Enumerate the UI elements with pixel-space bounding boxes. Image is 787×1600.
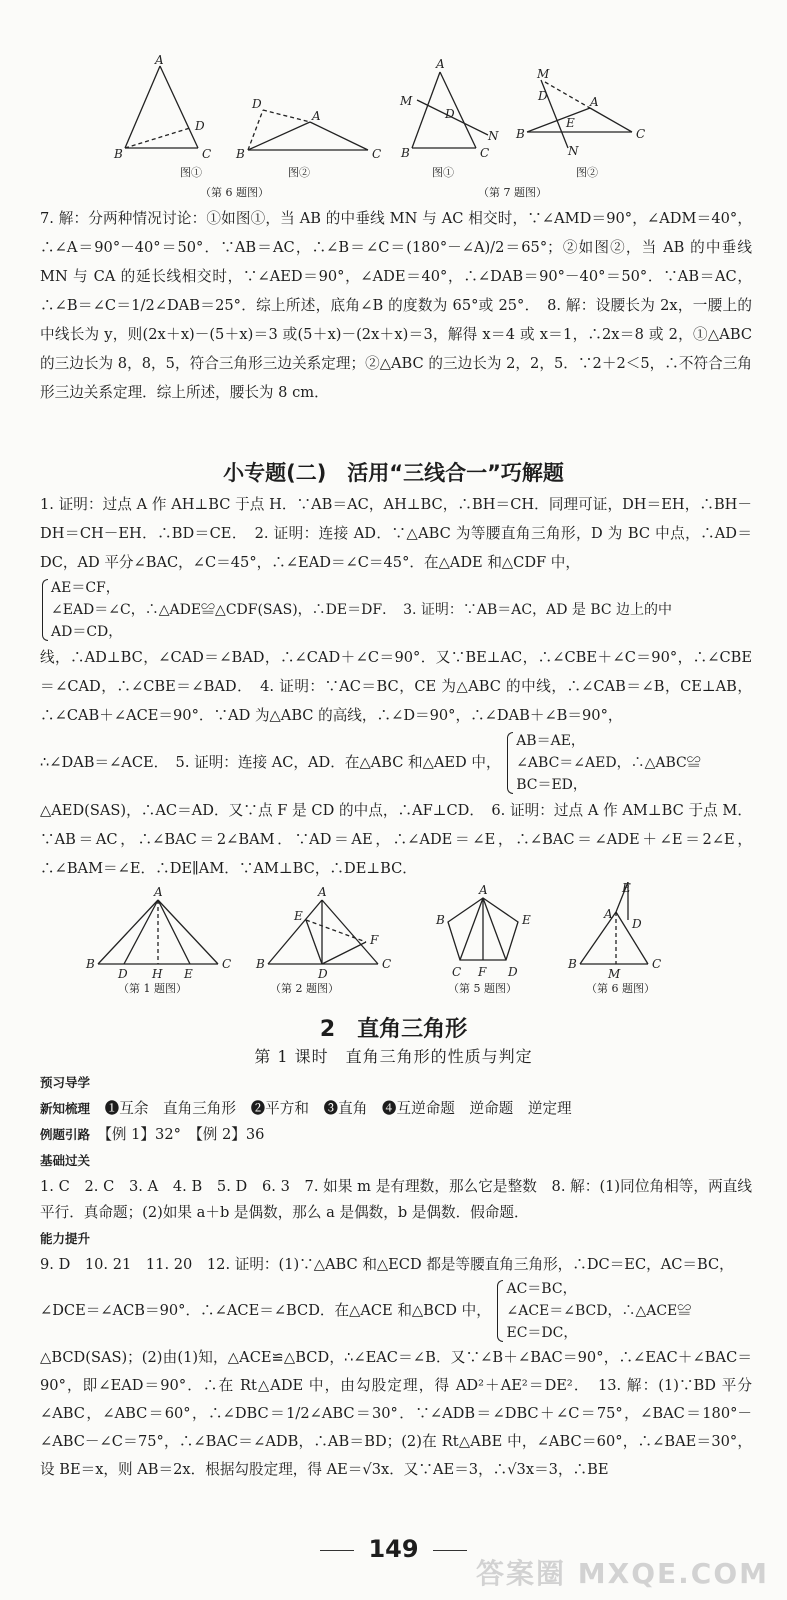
svg-text:M: M: [537, 67, 550, 81]
svg-text:D: D: [118, 967, 128, 981]
svg-text:A: A: [604, 907, 613, 921]
brace-line: AD＝CD，: [51, 624, 123, 640]
lesson-title: 第 1 课时 直角三角形的性质与判定: [254, 1047, 533, 1066]
svg-text:D: D: [508, 965, 518, 979]
example-label: 例题引路: [40, 1127, 91, 1142]
svg-text:B: B: [256, 957, 265, 971]
svg-text:D: D: [632, 917, 642, 931]
brace-line: ∠EAD＝∠C，∴△ADE≌△CDF(SAS)，∴DE＝DF． 3. 证明：∵AB＝AC，AD 是 BC 边上的中: [51, 602, 673, 618]
ability-answers-2: [40, 1278, 752, 1344]
watermark: 答案圈 MXQE.COM: [476, 1557, 769, 1590]
svg-text:A: A: [155, 53, 164, 67]
preview-heading: 预习导学: [40, 1075, 91, 1090]
svg-text:H: H: [152, 967, 163, 981]
brace-line: BC＝ED，: [516, 777, 587, 793]
answer-5-lead: ∴∠DAB＝∠ACE． 5. 证明：连接 AC，AD．在△ABC 和△AED 中，: [40, 754, 501, 771]
fig7-caption: （第 7 题图）: [478, 186, 547, 199]
ability-answers-3: △BCD(SAS)；(2)由(1)知，△ACE≌△BCD，∴∠EAC＝∠B．又∵∠B＋∠BAC＝90°，∴∠EAC＋∠BAC＝90°，即∠EAD＝90°．∴在 Rt△ADE 中，由勾股定理，得 AD²＋AE²＝DE²． 13. 解：(1)∵BD 平分∠ABC，∠ABC＝60°，∴∠DBC＝1/2∠ABC＝30°．∵∠ADB＝∠DBC＋∠C＝75°，∠BAC＝180°－∠ABC－∠C＝75°，∴∠BAC＝∠ADB，∴AB＝BD；(2)在 Rt△ABE 中，∠ABC＝60°，∴∠BAE＝30°，设 BE＝x，则 AB＝2x．根据勾股定理，得 AE＝√3x．又∵AE＝3，∴√3x＝3，∴BE: [40, 1349, 752, 1478]
fig7-label-1: 图①: [432, 166, 454, 179]
svg-text:B: B: [236, 147, 245, 161]
svg-text:C: C: [652, 957, 662, 971]
svg-text:N: N: [488, 129, 499, 143]
svg-text:A: A: [154, 885, 163, 899]
svg-text:N: N: [568, 144, 579, 158]
svg-text:C: C: [222, 957, 232, 971]
basic-answers: 1. C 2. C 3. A 4. B 5. D 6. 3 7. 如果 m 是有理数，那么它是整数 8. 解：(1)同位角相等，两直线平行．真命题；(2)如果 a＋b 是偶数，那么 a 是偶数，b 是偶数．假命题．: [40, 1178, 752, 1221]
svg-text:M: M: [400, 94, 413, 108]
answer-7-8-text: 7. 解：分两种情况讨论：①如图①，当 AB 的中垂线 MN 与 AC 相交时，∵∠AMD＝90°，∠ADM＝40°，∴∠A＝90°－40°＝50°．∵AB＝AC，∴∠B＝∠C＝(180°－∠A)/2＝65°；②如图②，当 AB 的中垂线 MN 与 CA 的延长线相交时，∵∠AED＝90°，∠ADE＝40°，∴∠DAB＝90°－40°＝50°．∵AB＝AC，∴∠B＝∠C＝1/2∠DAB＝25°．综上所述，底角∠B 的度数为 65°或 25°． 8. 解：设腰长为 2x，一腰上的中线长为 y，则(2x＋x)－(5＋x)＝3 或(5＋x)－(2x＋x)＝3，解得 x＝4 或 x＝1，∴2x＝8 或 2，①△ABC 的三边长为 8，8，5，符合三角形三边关系定理；②△ABC 的三边长为 2，2，5．∵2＋2＜5，∴不符合三角形三边关系定理．综上所述，腰长为 8 cm．: [40, 210, 752, 401]
svg-text:D: D: [538, 89, 548, 103]
svg-text:E: E: [522, 913, 531, 927]
brace-system-1: [40, 577, 672, 643]
brace-system-2: [505, 730, 701, 796]
fig5-caption: （第 5 题图）: [448, 982, 517, 995]
svg-text:A: A: [312, 109, 321, 123]
topic-answer-5-6: △AED(SAS)，∴AC＝AD．又∵点 F 是 CD 的中点，∴AF⊥CD． 6. 证明：过点 A 作 AM⊥BC 于点 M．∵AB＝AC，∴∠BAC＝2∠BAM．∵AD＝AE，∴∠ADE＝∠E，∴∠BAC＝∠ADE＋∠E＝2∠E，∴∠BAM＝∠E．∴DE∥AM．∵AM⊥BC，∴DE⊥BC．: [40, 802, 752, 877]
chapter-title: 2 直角三角形: [319, 1017, 468, 1042]
svg-text:C: C: [372, 147, 382, 161]
svg-text:M: M: [608, 967, 621, 981]
topic-answer-brace-line: [40, 577, 752, 643]
svg-text:C: C: [452, 965, 462, 979]
svg-text:B: B: [114, 147, 123, 161]
svg-text:B: B: [516, 127, 525, 141]
svg-text:D: D: [445, 107, 455, 121]
svg-text:D: D: [252, 97, 262, 111]
svg-text:B: B: [401, 146, 410, 160]
top-figures: [0, 0, 787, 200]
brace-line: EC＝DC，: [506, 1325, 578, 1341]
ability-lead: ∠DCE＝∠ACB＝90°．∴∠ACE＝∠BCD．在△ACE 和△BCD 中，: [40, 1302, 491, 1319]
svg-text:C: C: [480, 146, 490, 160]
svg-text:A: A: [436, 57, 445, 71]
topic-answers: [40, 490, 752, 883]
svg-text:B: B: [568, 957, 577, 971]
topic-title: 小专题(二) 活用“三线合一”巧解题: [223, 461, 564, 485]
topic-answer-1-2: 1. 证明：过点 A 作 AH⊥BC 于点 H．∵AB＝AC，AH⊥BC，∴BH＝CH．同理可证，DH＝EH，∴BH－DH＝CH－EH．∴BD＝CE． 2. 证明：连接 AD．∵△ABC 为等腰直角三角形，D 为 BC 中点，∴AD＝DC，AD 平分∠BAC，∠C＝45°，∴∠EAD＝∠C＝45°．在△ADE 和△CDF 中，: [40, 496, 752, 571]
svg-text:A: A: [318, 885, 327, 899]
brace-line: ∠ABC＝∠AED，∴△ABC≌: [516, 755, 701, 771]
svg-text:E: E: [622, 882, 631, 895]
svg-text:E: E: [294, 909, 303, 923]
brace-system-3: [495, 1278, 691, 1344]
svg-text:F: F: [478, 965, 487, 979]
svg-text:F: F: [370, 933, 379, 947]
brace-line: AE＝CF，: [51, 580, 120, 596]
svg-text:E: E: [566, 116, 575, 130]
fig6-diagram-2: [248, 110, 368, 150]
svg-text:E: E: [184, 967, 193, 981]
fig6-label-1: 图①: [180, 166, 202, 179]
brace-line: ∠ACE＝∠BCD，∴△ACE≌: [506, 1303, 692, 1319]
fig1-diagram: [98, 900, 218, 964]
fig5-diagram: [448, 898, 518, 960]
svg-text:C: C: [382, 957, 392, 971]
svg-text:A: A: [590, 95, 599, 109]
basic-heading: 基础过关: [40, 1153, 91, 1168]
brace-line: AB＝AE，: [516, 733, 585, 749]
ability-heading: 能力提升: [40, 1231, 91, 1246]
fig6-caption: （第 6 题图）: [200, 186, 269, 199]
fig1-caption: （第 1 题图）: [118, 982, 187, 995]
topic-answer-3-4: 线，∴AD⊥BC，∠CAD＝∠BAD，∴∠CAD＋∠C＝90°．又∵BE⊥AC，∴∠CBE＋∠C＝90°，∴∠CBE＝∠CAD，∴∠CBE＝∠BAD． 4. 证明：∵AC＝BC，CE 为△ABC 的中线，∴∠CAB＝∠B，CE⊥AB，∴∠CAB＋∠ACE＝90°．∵AD 为△ABC 的高线，∴∠D＝90°，∴∠DAB＋∠B＝90°，: [40, 649, 752, 724]
fig6b-caption: （第 6 题图）: [586, 982, 655, 995]
page-number-value: 149: [368, 1535, 419, 1563]
svg-text:C: C: [202, 147, 212, 161]
lesson-answers: [40, 1070, 752, 1484]
svg-text:A: A: [479, 883, 488, 897]
svg-text:B: B: [436, 913, 445, 927]
fig2-caption: （第 2 题图）: [270, 982, 339, 995]
brace-line: AC＝BC，: [506, 1281, 577, 1297]
ability-answers-1: 9. D 10. 21 11. 20 12. 证明：(1)∵△ABC 和△ECD 都是等腰直角三角形，∴DC＝EC，AC＝BC，: [40, 1256, 734, 1273]
knowledge-label: 新知梳理: [40, 1101, 91, 1116]
knowledge-text: ❶互余 直角三角形 ❷平方和 ❸直角 ❹互逆命题 逆命题 逆定理: [104, 1100, 572, 1117]
svg-text:D: D: [195, 119, 205, 133]
middle-figures: [0, 882, 787, 1002]
answers-7-8: [40, 204, 752, 407]
topic-answer-5-lead: [40, 730, 752, 796]
example-text: 【例 1】32° 【例 2】36: [104, 1126, 265, 1143]
fig6-diagram-1: [125, 66, 198, 148]
fig7-label-2: 图②: [576, 166, 598, 179]
svg-text:C: C: [636, 127, 646, 141]
svg-text:D: D: [318, 967, 328, 981]
fig2-diagram: [268, 900, 378, 964]
fig6-label-2: 图②: [288, 166, 310, 179]
svg-text:B: B: [86, 957, 95, 971]
